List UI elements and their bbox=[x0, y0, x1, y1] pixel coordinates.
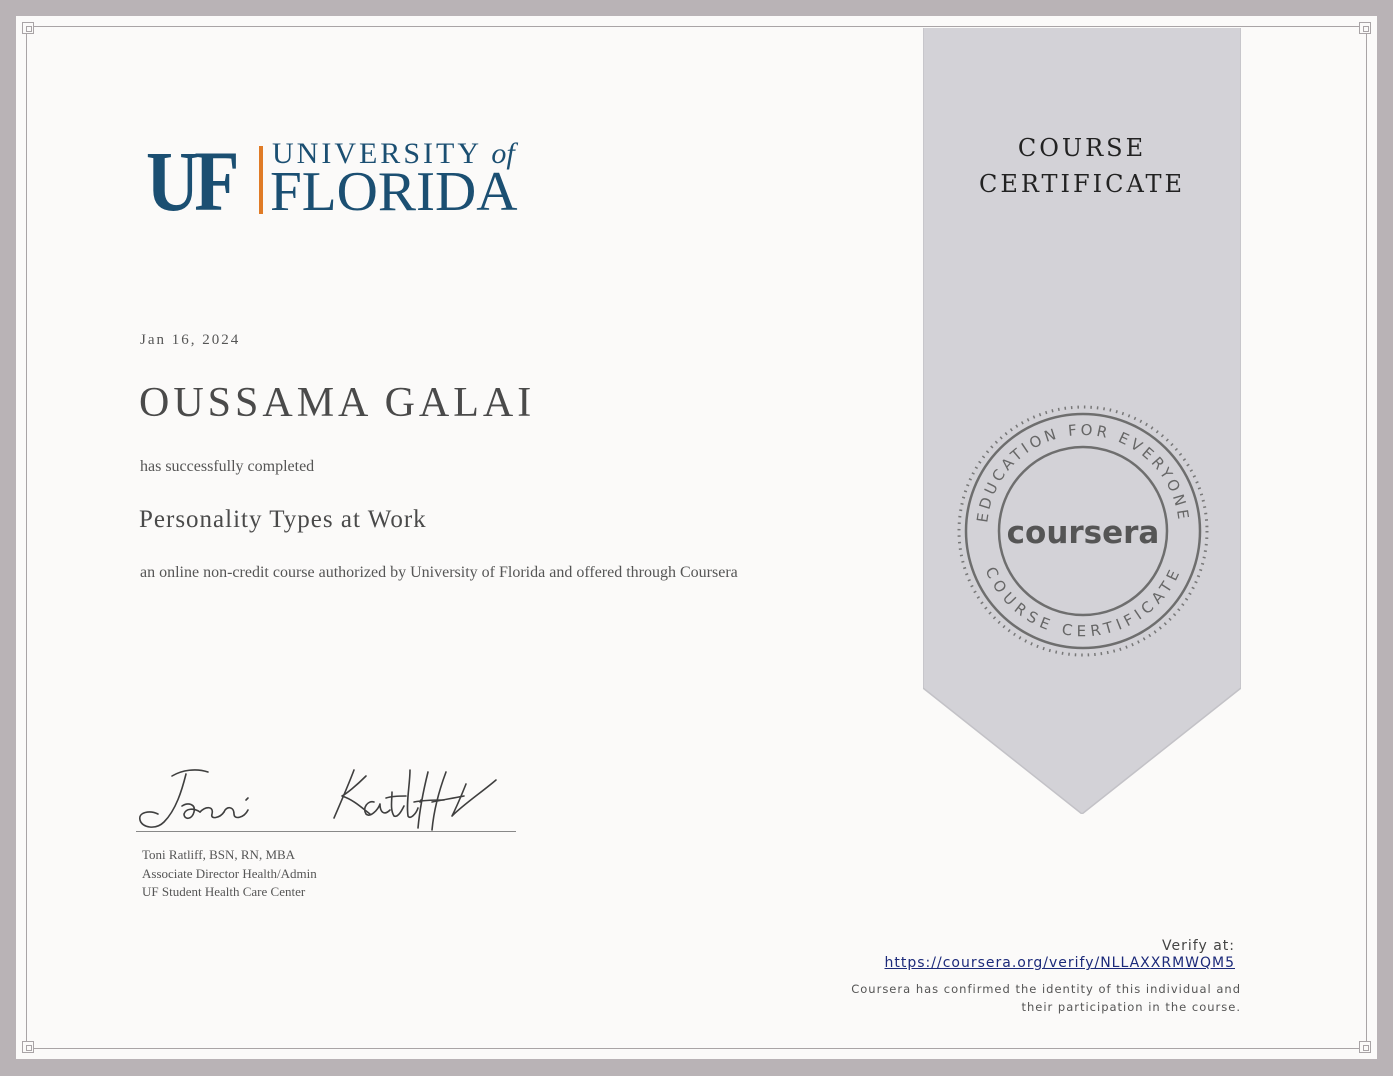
logo-university-text: UNIVERSITY of bbox=[272, 137, 515, 170]
signatory-org: UF Student Health Care Center bbox=[142, 884, 306, 899]
ribbon-title: COURSE CERTIFICATE bbox=[978, 134, 1186, 198]
seal-bottom-text: COURSE CERTIFICATE bbox=[981, 564, 1185, 641]
verify-block bbox=[885, 935, 1235, 971]
corner-ornament bbox=[1359, 22, 1371, 34]
course-title: Personality Types at Work bbox=[139, 506, 427, 533]
verify-link[interactable]: https://coursera.org/verify/NLLAXXRMWQM5 bbox=[884, 955, 1235, 971]
signature-line bbox=[136, 831, 516, 832]
corner-ornament bbox=[22, 1041, 34, 1053]
logo-divider bbox=[259, 146, 263, 214]
seal-top-text: EDUCATION FOR EVERYONE bbox=[973, 420, 1193, 524]
completed-text: has successfully completed bbox=[140, 458, 315, 475]
course-description: an online non-credit course authorized by University of Florida and offered through Coursera bbox=[140, 564, 738, 581]
recipient-name: OUSSAMA GALAI bbox=[139, 380, 536, 426]
signatory-title: Associate Director Health/Admin bbox=[142, 865, 317, 881]
signatory-block bbox=[142, 846, 317, 902]
verify-label: Verify at: bbox=[1162, 938, 1235, 954]
university-logo bbox=[146, 128, 566, 229]
uf-logo-mark: UF bbox=[146, 133, 235, 229]
corner-ornament bbox=[22, 22, 34, 34]
identity-confirmation: Coursera has confirmed the identity of this individual and their participation in the course. bbox=[851, 982, 1241, 1014]
coursera-seal bbox=[954, 402, 1212, 660]
corner-ornament bbox=[1359, 1041, 1371, 1053]
signature-image bbox=[134, 762, 524, 832]
completion-date: Jan 16, 2024 bbox=[140, 332, 241, 348]
signatory-name: Toni Ratliff, BSN, RN, MBA bbox=[142, 847, 296, 862]
logo-florida-text: FLORIDA bbox=[270, 161, 518, 223]
seal-brand: coursera bbox=[1006, 515, 1160, 551]
certificate-frame bbox=[16, 16, 1377, 1059]
